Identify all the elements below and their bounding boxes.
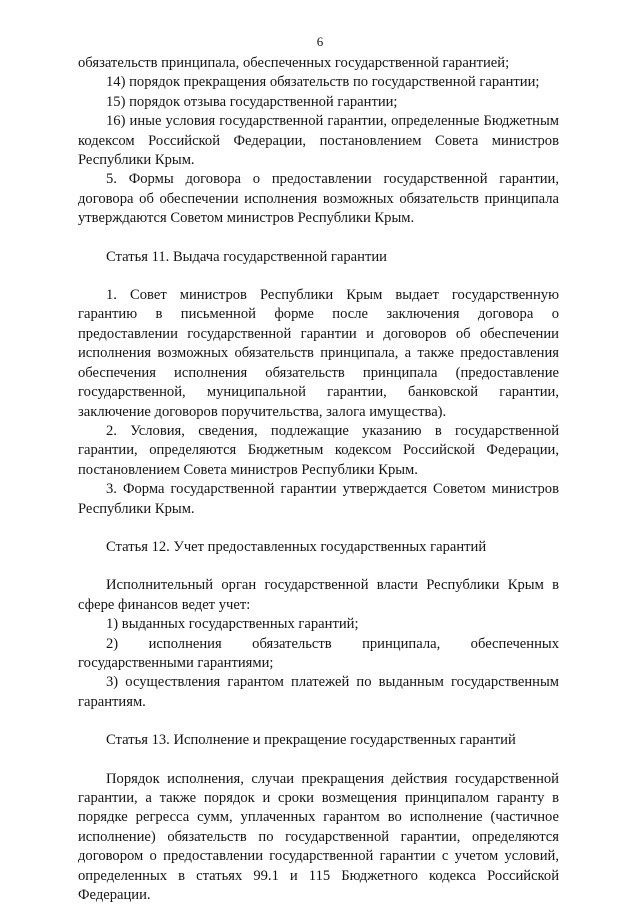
article-12-item-2	[78, 635, 559, 674]
article-13-paragraph: Порядок исполнения, случаи прекращения действия государственной гарантии, а также порядок и сроки возмещения принципалом гаранту в порядке регресса сумм, уплаченных гарантом во исполнение (частичное исполнение) обязательств по государственной гарантии, определяются договором о предоставлении государственной гарантии с учетом условий, определенных в статьях 99.1 и 115 Бюджетного кодекса Российской Федерации.	[78, 770, 559, 904]
article-13-heading: Статья 13. Исполнение и прекращение государственных гарантий	[106, 732, 516, 749]
article-12-item-2-line-2: государственными гарантиями;	[78, 654, 274, 671]
article-12-item-1: 1) выданных государственных гарантий;	[106, 616, 359, 633]
document-body	[78, 54, 559, 905]
list-item-14: 14) порядок прекращения обязательств по государственной гарантии;	[106, 74, 540, 91]
article-12-item-3: 3) осуществления гарантом платежей по выданным государственным гарантиям.	[78, 674, 559, 710]
article-11-heading: Статья 11. Выдача государственной гарантии	[106, 248, 387, 265]
list-item-16: 16) иные условия государственной гарантии, определенные Бюджетным кодексом Российской Федерации, постановлением Совета министров Республики Крым.	[78, 113, 559, 169]
article-12-heading: Статья 12. Учет предоставленных государственных гарантий	[106, 538, 487, 555]
article-11-item-2: 2. Условия, сведения, подлежащие указанию в государственной гарантии, определяются Бюджетным кодексом Российской Федерации, постановлением Совета министров Республики Крым.	[78, 422, 559, 478]
article-11-item-3: 3. Форма государственной гарантии утверждается Советом министров Республики Крым.	[78, 481, 559, 517]
article-12-intro: Исполнительный орган государственной власти Республики Крым в сфере финансов ведет учет:	[78, 577, 559, 613]
list-item-15: 15) порядок отзыва государственной гарантии;	[106, 93, 398, 110]
article-12-item-2-line-1: 2) исполнения обязательств принципала, обеспеченных	[106, 635, 559, 652]
page-number: 6	[316, 34, 324, 49]
article-11-item-1: 1. Совет министров Республики Крым выдает государственную гарантию в письменной форме после заключения договора о предоставлении государственной гарантии и договоров об обеспечении исполнения возможных обязательств принципала, а также предоставления обеспечения исполнения обязательств принципала (предоставление государственной, муниципальной гарантии, банковской гарантии, заключение договоров поручительства, залога имущества).	[78, 287, 559, 420]
paragraph: обязательств принципала, обеспеченных государственной гарантией;	[78, 55, 510, 71]
paragraph-5: 5. Формы договора о предоставлении государственной гарантии, договора об обеспечении исполнения возможных обязательств принципала утверждаются Советом министров Республики Крым.	[78, 171, 559, 227]
